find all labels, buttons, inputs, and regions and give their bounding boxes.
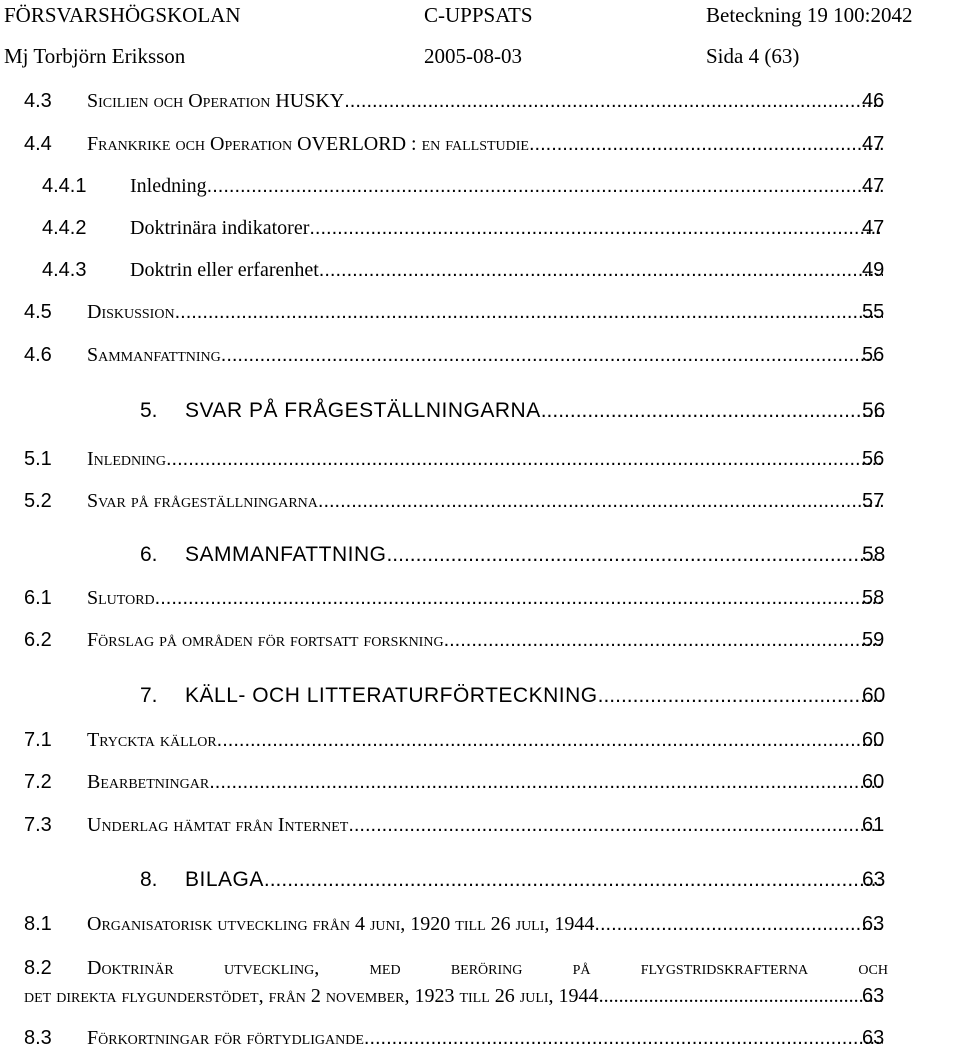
toc-entry-page: 58	[862, 587, 885, 609]
dot-leader	[318, 485, 883, 517]
toc-entry-title-word: på	[572, 957, 591, 979]
toc-entry-number: 4.5	[24, 301, 52, 323]
toc-entry-title-wrap	[87, 624, 883, 656]
dot-leader	[207, 170, 883, 202]
document-reference: Beteckning 19 100:2042	[706, 3, 913, 27]
toc-entry-title: Bearbetningar	[87, 771, 210, 793]
toc-entry[interactable]	[0, 724, 960, 756]
toc-entry[interactable]	[0, 395, 960, 427]
toc-entry-page: 59	[862, 629, 885, 651]
toc-entry[interactable]	[0, 1022, 960, 1054]
toc-entry-title-wrap	[87, 85, 883, 117]
toc-entry[interactable]	[0, 85, 960, 117]
toc-entry[interactable]	[0, 539, 960, 571]
toc-entry-page: 60	[862, 729, 885, 751]
toc-entry-title-wrap	[185, 395, 886, 427]
toc-entry-title-wrap	[130, 212, 883, 244]
toc-entry-number: 7.3	[24, 814, 52, 836]
toc-entry-page: 55	[862, 301, 885, 323]
dot-leader	[444, 624, 883, 656]
toc-entry-title-wrap	[185, 864, 886, 896]
dot-leader	[599, 980, 883, 1012]
toc-entry[interactable]	[0, 908, 960, 940]
toc-entry-number: 4.6	[24, 344, 52, 366]
toc-entry[interactable]	[0, 339, 960, 371]
dot-leader	[209, 766, 883, 798]
dot-leader	[319, 254, 883, 286]
toc-entry-page: 56	[862, 344, 885, 366]
toc-entry-number: 8.3	[24, 1027, 52, 1049]
toc-entry-title-wrap	[87, 1022, 883, 1054]
toc-entry-number: 8.2	[24, 957, 52, 979]
toc-entry-page: 47	[862, 175, 885, 197]
toc-entry[interactable]	[0, 485, 960, 517]
toc-entry-title-wrap	[87, 296, 883, 328]
toc-entry-title: SVAR PÅ FRÅGESTÄLLNINGARNA	[185, 399, 541, 422]
toc-entry-title: Sicilien och Operation HUSKY	[87, 90, 345, 112]
toc-entry-number: 5.	[140, 399, 158, 422]
toc-entry[interactable]	[0, 212, 960, 244]
document-date: 2005-08-03	[424, 44, 522, 68]
toc-entry-number: 8.	[140, 868, 158, 891]
toc-entry-page: 60	[862, 771, 885, 793]
toc-entry[interactable]	[0, 170, 960, 202]
toc-entry-page: 47	[862, 217, 885, 239]
toc-entry-page: 46	[862, 90, 885, 112]
dot-leader	[344, 85, 883, 117]
toc-entry-title-word: och	[858, 957, 888, 979]
toc-entry-title-wrap	[185, 680, 886, 712]
toc-entry-title: SAMMANFATTNING	[185, 543, 387, 566]
toc-entry-page: 56	[862, 399, 886, 422]
toc-entry[interactable]	[0, 624, 960, 656]
dot-leader	[541, 395, 886, 427]
toc-entry-title-wrap	[87, 443, 883, 475]
toc-entry-page: 61	[862, 814, 885, 836]
toc-entry-page: 60	[862, 684, 886, 707]
toc-entry-title-word: flygstridskrafterna	[640, 957, 809, 979]
school-name: FÖRSVARSHÖGSKOLAN	[4, 3, 241, 27]
toc-entry-title-wrap	[87, 485, 883, 517]
toc-entry-number: 5.1	[24, 448, 52, 470]
toc-entry-number: 4.4.3	[42, 259, 87, 281]
toc-entry-number: 6.1	[24, 587, 52, 609]
toc-entry-page: 49	[862, 259, 885, 281]
toc-entry-page: 63	[862, 1027, 885, 1049]
toc-entry[interactable]	[0, 766, 960, 798]
dot-leader	[364, 1022, 883, 1054]
toc-entry[interactable]	[0, 680, 960, 712]
page-indicator: Sida 4 (63)	[706, 44, 800, 68]
toc-entry-number: 7.	[140, 684, 158, 707]
toc-entry-page: 58	[862, 543, 886, 566]
toc-entry-page: 63	[862, 985, 885, 1007]
toc-entry-title-wrap	[87, 582, 883, 614]
dot-leader	[155, 582, 883, 614]
toc-entry-page: 47	[862, 133, 885, 155]
toc-entry[interactable]	[0, 443, 960, 475]
toc-entry-number: 4.3	[24, 90, 52, 112]
toc-entry-title: det direkta flygunderstödet, från 2 november, 1923 till 26 juli, 1944	[24, 985, 599, 1007]
toc-entry-title: Frankrike och Operation OVERLORD : en fallstudie	[87, 133, 529, 155]
header-row-1	[0, 0, 960, 30]
header-row-2	[0, 41, 960, 71]
toc-entry-page: 63	[862, 913, 885, 935]
toc-entry-title: Förkortningar för förtydligande	[87, 1027, 364, 1049]
toc-entry-title: Doktrinära indikatorer	[130, 217, 310, 239]
dot-leader	[175, 296, 883, 328]
toc-entry-title: Sammanfattning	[87, 344, 221, 366]
toc-entry-title: Underlag hämtat från Internet	[87, 814, 349, 836]
toc-entry-number: 5.2	[24, 490, 52, 512]
toc-entry-title: Inledning	[87, 448, 166, 470]
toc-entry[interactable]	[0, 254, 960, 286]
toc-entry-number: 4.4.1	[42, 175, 87, 197]
toc-entry[interactable]	[0, 809, 960, 841]
toc-entry-title-word: Doktrinär	[87, 957, 174, 979]
document-type: C-UPPSATS	[424, 3, 533, 27]
toc-entry-number: 6.	[140, 543, 158, 566]
toc-entry[interactable]	[0, 582, 960, 614]
toc-entry-number: 4.4	[24, 133, 52, 155]
toc-entry-title: Organisatorisk utveckling från 4 juni, 1920 till 26 juli, 1944	[87, 913, 595, 935]
toc-entry-title: Doktrin eller erfarenhet	[130, 259, 319, 281]
dot-leader	[221, 339, 883, 371]
toc-entry-title-wrap	[130, 254, 883, 286]
dot-leader	[386, 539, 886, 571]
toc-entry-page: 63	[862, 868, 886, 891]
toc-entry-title-line2	[24, 980, 883, 1012]
toc-entry-title: Svar på frågeställningarna	[87, 490, 318, 512]
dot-leader	[598, 680, 886, 712]
toc-entry-title-word: utveckling,	[224, 957, 320, 979]
toc-entry-title-wrap	[87, 128, 883, 160]
toc-entry-number: 6.2	[24, 629, 52, 651]
dot-leader	[217, 724, 883, 756]
toc-entry-page: 56	[862, 448, 885, 470]
toc-entry-title-word: beröring	[450, 957, 523, 979]
toc-entry-title: Tryckta källor	[87, 729, 217, 751]
toc-entry-title-wrap	[87, 339, 883, 371]
toc-entry-title-wrap	[130, 170, 883, 202]
toc-entry-page: 57	[862, 490, 885, 512]
toc-entry-title-wrap	[87, 766, 883, 798]
toc-entry-title-word: med	[369, 957, 401, 979]
toc-entry-number: 8.1	[24, 913, 52, 935]
dot-leader	[529, 128, 883, 160]
toc-entry-number: 4.4.2	[42, 217, 87, 239]
toc-entry-title: Diskussion	[87, 301, 175, 323]
toc-entry-title-wrap	[87, 908, 883, 940]
toc-entry-title-wrap	[87, 809, 883, 841]
author-name: Mj Torbjörn Eriksson	[4, 44, 186, 68]
toc-entry[interactable]	[0, 128, 960, 160]
dot-leader	[594, 908, 883, 940]
toc-entry-number: 7.1	[24, 729, 52, 751]
toc-entry-title: Slutord	[87, 587, 155, 609]
dot-leader	[309, 212, 883, 244]
toc-entry[interactable]	[0, 864, 960, 896]
toc-entry-title-wrap	[185, 539, 886, 571]
dot-leader	[264, 864, 886, 896]
toc-entry-number: 7.2	[24, 771, 52, 793]
dot-leader	[348, 809, 883, 841]
toc-entry-title-wrap	[87, 724, 883, 756]
toc-entry[interactable]	[0, 296, 960, 328]
dot-leader	[166, 443, 883, 475]
toc-entry-title: KÄLL- OCH LITTERATURFÖRTECKNING	[185, 684, 598, 707]
toc-entry-title: Inledning	[130, 175, 207, 197]
toc-entry-title: Förslag på områden för fortsatt forskning	[87, 629, 444, 651]
toc-entry-title: BILAGA	[185, 868, 264, 891]
